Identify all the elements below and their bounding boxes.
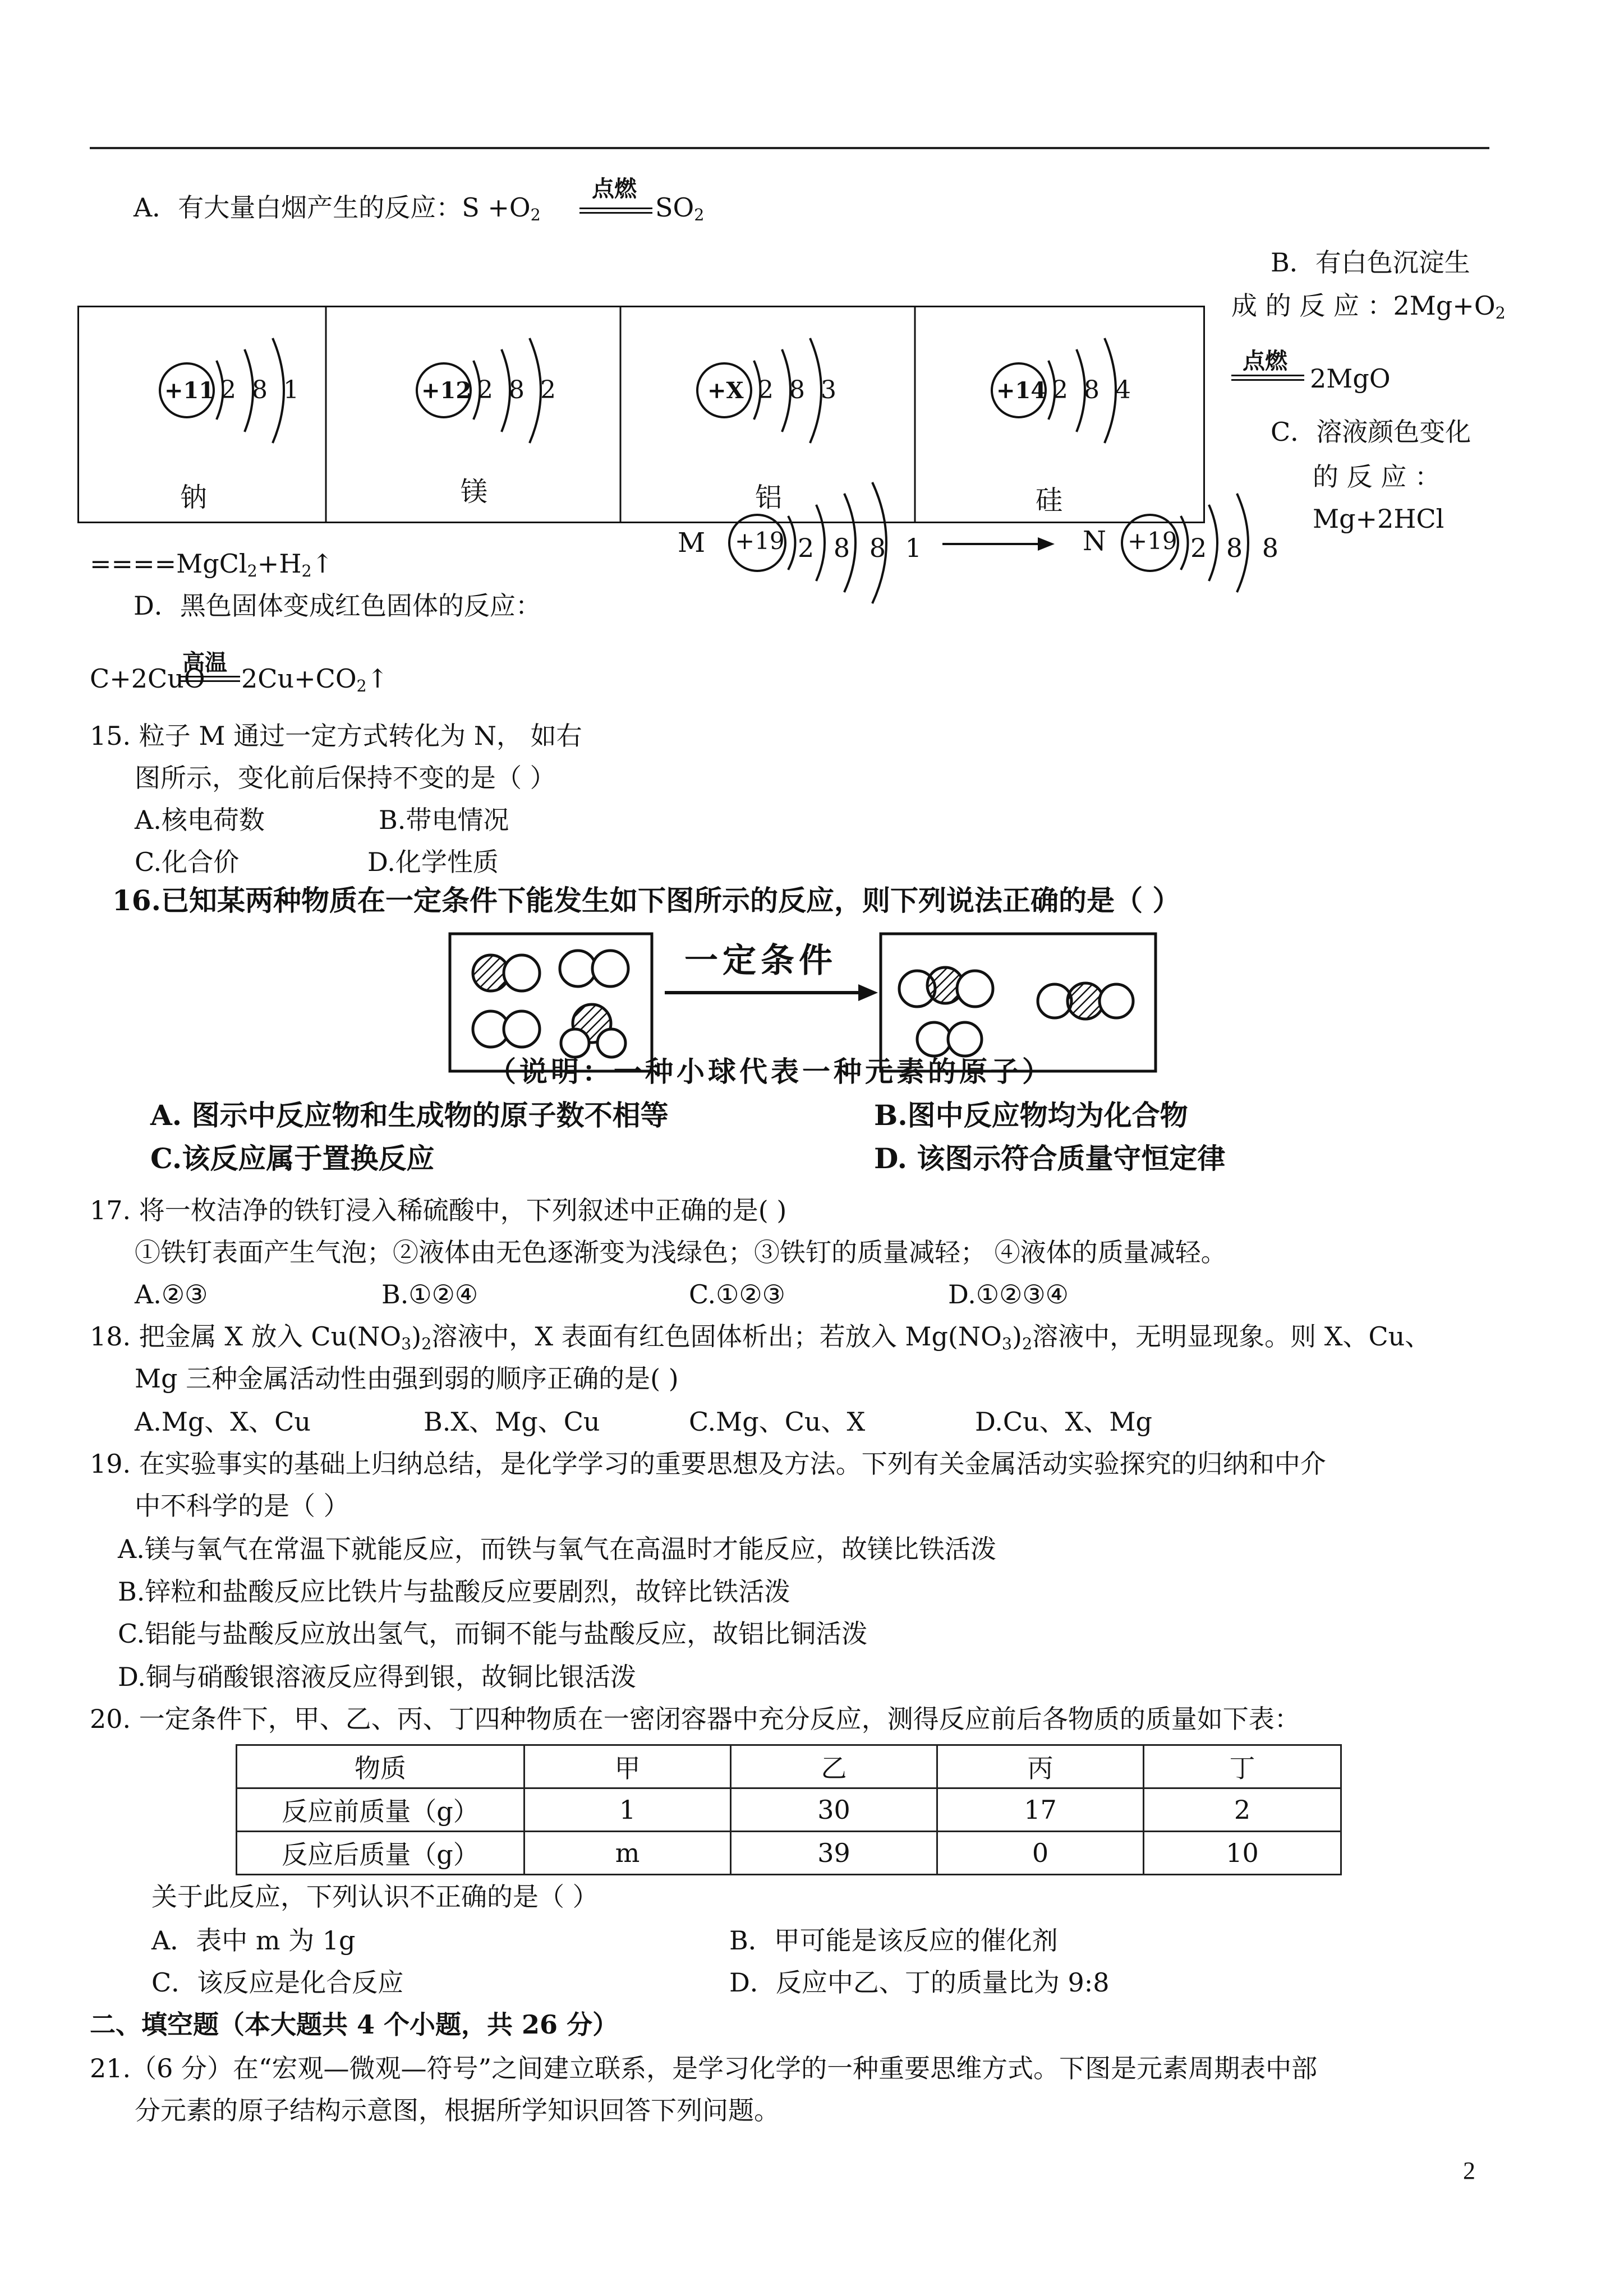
q14-option-c-line1: C．溶液颜色变化 — [1271, 417, 1471, 447]
table-header-row — [237, 1745, 1341, 1788]
table-header-cell: 乙 — [731, 1745, 937, 1788]
particle-m-shells: 2 8 8 1 — [798, 533, 922, 563]
q18-option-b: B.X、Mg、Cu — [424, 1407, 600, 1437]
atom-1-nucleus: +11 — [164, 377, 215, 404]
q15-option-d: D.化学性质 — [367, 847, 499, 877]
q19-stem-line1: 19. 在实验事实的基础上归纳总结，是化学学习的重要思想及方法。下列有关金属活动实验探究的归纳和中介 — [90, 1449, 1326, 1479]
ignite-condition: 点燃 — [592, 176, 637, 202]
equals-sign-b — [1231, 375, 1304, 381]
particle-n-shells: 2 8 8 — [1190, 533, 1279, 563]
table-cell: 30 — [731, 1788, 937, 1832]
q19-stem-line2: 中不科学的是（ ） — [135, 1491, 349, 1521]
q16-option-c: C.该反应属于置换反应 — [150, 1142, 435, 1175]
atom-3-name: 铝 — [755, 482, 783, 513]
table-cell: 10 — [1144, 1832, 1341, 1875]
q14-option-d: D．黑色固体变成红色固体的反应： — [134, 591, 541, 621]
header-rule — [90, 147, 1489, 149]
q14-option-c-line2: 的 反 应 ： — [1313, 462, 1441, 492]
q17-stem: 17. 将一枚洁净的铁钉浸入稀硫酸中，下列叙述中正确的是( ) — [90, 1195, 787, 1225]
particle-m-nucleus: +19 — [735, 527, 785, 555]
q14-option-b-line2: 成 的 反 应 ：$2Mg+O_2$ — [1231, 291, 1506, 323]
q17-option-b: B.①②④ — [381, 1279, 479, 1310]
table-cell: 17 — [937, 1788, 1144, 1832]
q19-option-a: A.镁与氧气在常温下就能反应，而铁与氧气在高温时才能反应，故镁比铁活泼 — [118, 1534, 996, 1564]
table-cell: 反应前质量（g） — [237, 1788, 525, 1832]
atom-4-nucleus: +14 — [996, 377, 1047, 404]
section-heading: 二、填空题（本大题共 4 个小题，共 26 分） — [90, 2009, 619, 2040]
table-header-cell: 丁 — [1144, 1745, 1341, 1788]
table-row — [237, 1832, 1341, 1875]
q14-a-product: $SO_2$ — [655, 192, 705, 225]
q14-b-product: 2MgO — [1310, 363, 1391, 394]
q19-option-b: B.锌粒和盐酸反应比铁片与盐酸反应要剧烈，故锌比铁活泼 — [118, 1576, 790, 1607]
q15-option-a: A.核电荷数 — [135, 805, 265, 835]
heat-condition: 高温 — [182, 649, 227, 676]
q18-stem-line2: Mg 三种金属活动性由强到弱的顺序正确的是( ) — [135, 1363, 679, 1394]
ignite-condition-b: 点燃 — [1243, 348, 1287, 374]
q15-option-c: C.化合价 — [135, 847, 240, 877]
q16-option-b: B.图中反应物均为化合物 — [874, 1099, 1188, 1132]
q14-d-product: $2Cu+CO_2↑$ — [241, 663, 389, 696]
table-header-cell: 丙 — [937, 1745, 1144, 1788]
q21-stem-line2: 分元素的原子结构示意图，根据所学知识回答下列问题。 — [135, 2095, 780, 2126]
particle-n-nucleus: +19 — [1128, 527, 1177, 555]
table-cell: m — [525, 1832, 731, 1875]
atom-4-shells: 2 8 4 — [1052, 376, 1131, 404]
table-cell: 0 — [937, 1832, 1144, 1875]
q17-option-a: A.②③ — [135, 1279, 208, 1310]
q20-stem: 20. 一定条件下，甲、乙、丙、丁四种物质在一密闭容器中充分反应，测得反应前后各物质的质量如下表： — [90, 1704, 1300, 1734]
q21-stem-line1: 21.（6 分）在“宏观—微观—符号”之间建立联系，是学习化学的一种重要思维方式。下图是元素周期表中部 — [90, 2053, 1318, 2083]
equals-sign-d — [178, 676, 240, 682]
particle-n-label: N — [1083, 525, 1106, 557]
atom-3-shells: 2 8 3 — [758, 376, 836, 404]
atom-1-shells: 2 8 1 — [220, 376, 299, 404]
q20-option-d: D．反应中乙、丁的质量比为 9:8 — [729, 1967, 1110, 1998]
q20-option-b: B．甲可能是该反应的催化剂 — [729, 1925, 1058, 1956]
q19-option-c: C.铝能与盐酸反应放出氢气，而铜不能与盐酸反应，故铝比铜活泼 — [118, 1619, 868, 1649]
particle-m-label: M — [678, 527, 706, 559]
atom-3-nucleus: +X — [707, 377, 744, 404]
atom-2-name: 镁 — [461, 476, 488, 508]
q16-stem: 16.已知某两种物质在一定条件下能发生如下图所示的反应，则下列说法正确的是（ ） — [112, 884, 1181, 917]
equals-sign — [579, 208, 652, 214]
q17-items: ①铁钉表面产生气泡；②液体由无色逐渐变为浅绿色；③铁钉的质量减轻； ④液体的质量减轻。 — [135, 1237, 1227, 1267]
q20-option-a: A．表中 m 为 1g — [151, 1925, 356, 1956]
q15-stem-line2: 图所示，变化前后保持不变的是（ ） — [135, 763, 556, 793]
table-cell: 1 — [525, 1788, 731, 1832]
q14-option-c-line4: $====MgCl_2+H_2↑$ — [90, 548, 334, 581]
table-header-cell: 甲 — [525, 1745, 731, 1788]
q14-option-b-line1: B．有白色沉淀生 — [1271, 247, 1470, 278]
table-header-cell: 物质 — [237, 1745, 525, 1788]
atom-4-name: 硅 — [1036, 485, 1063, 516]
q16-note: （说明：一种小球代表一种元素的原子） — [488, 1055, 1053, 1088]
table-cell: 反应后质量（g） — [237, 1832, 525, 1875]
q14-option-d-equation: C+2CuO — [90, 663, 205, 694]
q17-option-c: C.①②③ — [689, 1279, 785, 1310]
q15-option-b: B.带电情况 — [379, 805, 509, 835]
q18-stem-line1: 18. 把金属 X 放入 $Cu(NO_3)_2$溶液中，X 表面有红色固体析出；若放入 $Mg(NO_3)_2$溶液中，无明显现象。则 X、Cu、 — [90, 1321, 1431, 1354]
q20-ask: 关于此反应，下列认识不正确的是（ ） — [151, 1882, 599, 1912]
atom-2-nucleus: +12 — [421, 377, 472, 404]
page-number: 2 — [1463, 2157, 1475, 2184]
q15-stem-line1: 15. 粒子 M 通过一定方式转化为 N， 如右 — [90, 721, 582, 751]
mass-table — [236, 1744, 1342, 1875]
q14-option-c-line3: Mg+2HCl — [1313, 504, 1444, 534]
table-cell: 2 — [1144, 1788, 1341, 1832]
q18-option-c: C.Mg、Cu、X — [689, 1407, 866, 1437]
q18-option-d: D.Cu、X、Mg — [975, 1407, 1152, 1437]
q17-option-d: D.①②③④ — [948, 1279, 1069, 1310]
q16-option-d: D. 该图示符合质量守恒定律 — [874, 1142, 1226, 1175]
atom-1-name: 钠 — [180, 482, 208, 513]
q14-option-a: A．有大量白烟产生的反应：$S +O_2$ — [134, 192, 541, 225]
table-cell: 39 — [731, 1832, 937, 1875]
q16-option-a: A. 图示中反应物和生成物的原子数不相等 — [150, 1099, 669, 1132]
q19-option-d: D.铜与硝酸银溶液反应得到银，故铜比银活泼 — [118, 1662, 636, 1692]
q18-option-a: A.Mg、X、Cu — [135, 1407, 311, 1437]
atom-2-shells: 2 8 2 — [477, 376, 556, 404]
table-row — [237, 1788, 1341, 1832]
q16-arrow-label: 一定条件 — [684, 941, 837, 980]
q20-option-c: C．该反应是化合反应 — [151, 1967, 404, 1998]
